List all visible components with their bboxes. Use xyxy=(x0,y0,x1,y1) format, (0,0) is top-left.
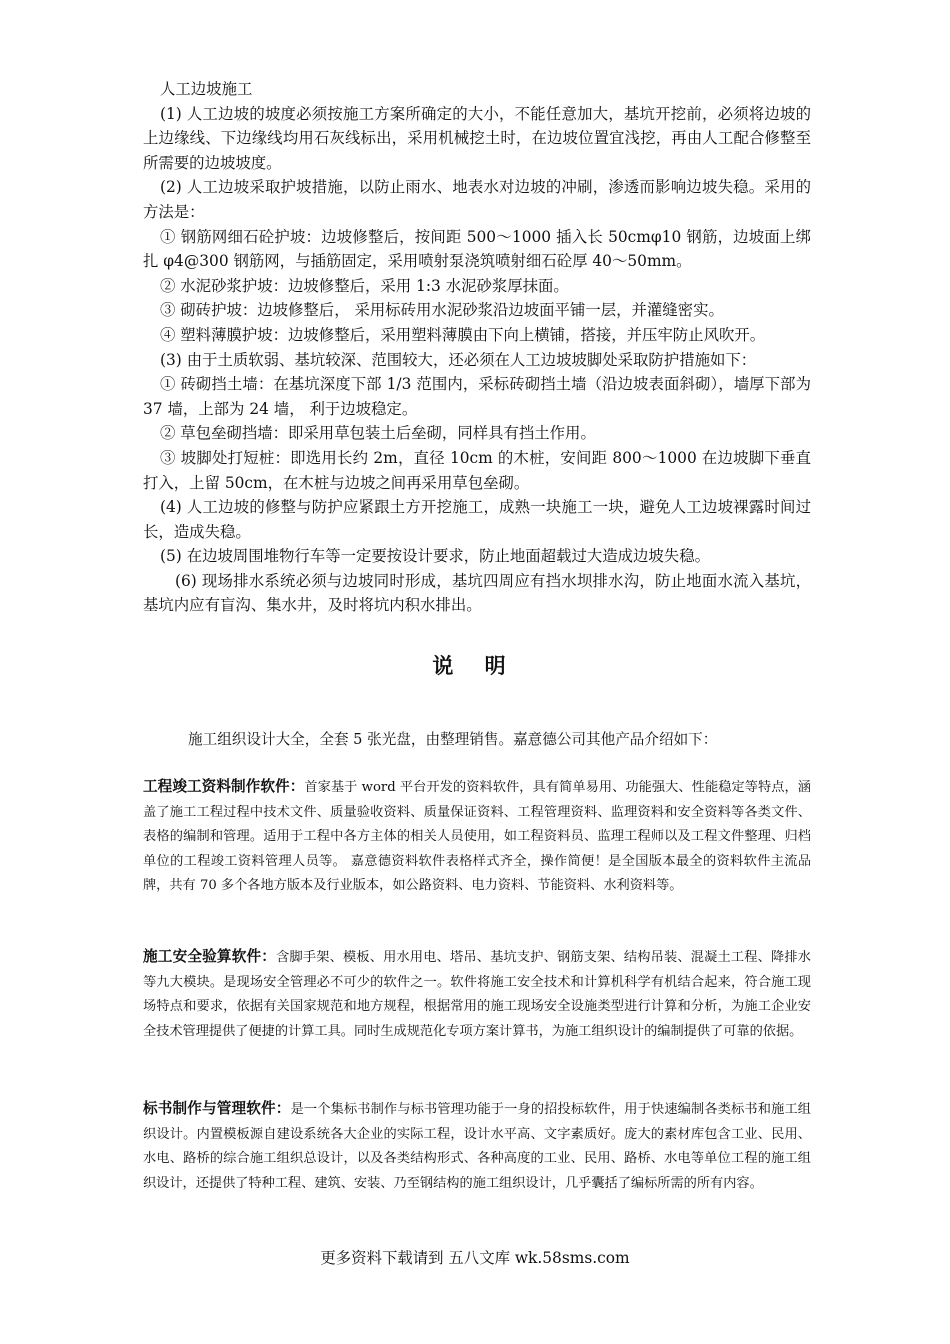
paragraph-4: (4) 人工边坡的修整与防护应紧跟土方开挖施工，成熟一块施工一块，避免人工边坡裸露时间过长，造成失稳。 xyxy=(143,498,811,541)
method-4: ④ 塑料薄膜护坡：边坡修整后，采用塑料薄膜由下向上横铺，搭接，并压牢防止风吹开。 xyxy=(160,325,766,344)
method-3: ③ 砌砖护坡：边坡修整后， 采用标砖用水泥砂浆沿边坡面平铺一层，并灌缝密实。 xyxy=(160,301,724,320)
paragraph-3: (3) 由于土质软弱、基坑较深、范围较大，还必须在人工边坡坡脚处采取防护措施如下： xyxy=(160,350,757,369)
product-name: 标书制作与管理软件： xyxy=(143,1100,291,1117)
product-safety-software xyxy=(143,945,811,1044)
product-description: 含脚手架、模板、用水用电、塔吊、基坑支护、钢筋支架、结构吊装、混凝土工程、降排水等九大模块。是现场安全管理必不可少的软件之一。软件将施工安全技术和计算机科学有机结合起来，符合施工现场特点和要求，依据有关国家规范和地方规程，根据常用的施工现场安全设施类型进行计算和分析，为施工企业安全技术管理提供了便捷的计算工具。同时生成规范化专项方案计算书，为施工组织设计的编制提供了可靠的依据。 xyxy=(143,950,811,1039)
paragraph-5: (5) 在边坡周围堆物行车等一定要按设计要求，防止地面超载过大造成边坡失稳。 xyxy=(160,547,710,566)
paragraph-6: (6) 现场排水系统必须与边坡同时形成，基坑四周应有挡水坝排水沟，防止地面水流入基坑，基坑内应有盲沟、集水井，及时将坑内积水排出。 xyxy=(143,571,811,615)
notice-intro: 施工组织设计大全，全套 5 张光盘，由整理销售。嘉意德公司其他产品介绍如下： xyxy=(188,731,718,748)
product-record-software xyxy=(143,775,811,899)
product-name: 施工安全验算软件： xyxy=(143,948,277,965)
notice-heading: 说 明 xyxy=(432,654,518,678)
paragraph-2: (2) 人工边坡采取护坡措施，以防止雨水、地表水对边坡的冲刷，渗透而影响边坡失稳。采用的方法是： xyxy=(143,178,811,221)
measure-1: ① 砖砌挡土墙：在基坑深度下部 1/3 范围内，采标砖砌挡土墙（沿边坡表面斜砌），墙厚下部为 37 墙，上部为 24 墙， 利于边坡稳定。 xyxy=(143,375,811,418)
method-2: ② 水泥砂浆护坡：边坡修整后，采用 1:3 水泥砂浆厚抹面。 xyxy=(160,276,569,295)
footer-link[interactable]: 更多资料下载请到 五八文库 wk.58sms.com xyxy=(320,1249,630,1267)
product-bidding-software xyxy=(143,1097,811,1196)
method-1: ① 钢筋网细石砼护坡：边坡修整后，按间距 500～1000 插入长 50cmφ10 钢筋，边坡面上绑扎 φ4@300 钢筋网，与插筋固定，采用喷射泵浇筑喷射细石砼厚 40～50mm。 xyxy=(143,227,811,271)
section-title: 人工边坡施工 xyxy=(160,80,253,98)
product-name: 工程竣工资料制作软件： xyxy=(143,778,305,795)
product-description: 首家基于 word 平台开发的资料软件，具有简单易用、功能强大、性能稳定等特点，涵盖了施工工程过程中技术文件、质量验收资料、质量保证资料、工程管理资料、监理资料和安全资料等各类文件、表格的编制和管理。适用于工程中各方主体的相关人员使用，如工程资料员、监理工程师以及工程文件整理、归档单位的工程竣工资料管理人员等。 嘉意德资料软件表格样式齐全，操作简便！是全国版本最全的资料软件主流品牌，共有 70 多个各地方版本及行业版本，如公路资料、电力资料、节能资料、水利资料等。 xyxy=(143,780,811,894)
measure-3: ③ 坡脚处打短桩：即选用长约 2m，直径 10cm 的木桩，安间距 800～1000 在边坡脚下垂直打入，上留 50cm，在木桩与边坡之间再采用草包垒砌。 xyxy=(143,448,811,492)
measure-2: ② 草包垒砌挡墙：即采用草包装土后垒砌，同样具有挡土作用。 xyxy=(160,424,596,443)
construction-section xyxy=(143,77,811,618)
product-description: 是一个集标书制作与标书管理功能于一身的招投标软件，用于快速编制各类标书和施工组织设计。内置模板源自建设系统各大企业的实际工程，设计水平高、文字素质好。庞大的素材库包含工业、民用、水电、路桥的综合施工组织总设计，以及各类结构形式、各种高度的工业、民用、路桥、水电等单位工程的施工组织设计，还提供了特种工程、建筑、安装、乃至钢结构的施工组织设计，几乎囊括了编标所需的所有内容。 xyxy=(143,1102,811,1191)
paragraph-1: (1) 人工边坡的坡度必须按施工方案所确定的大小，不能任意加大，基坑开挖前，必须将边坡的上边缘线、下边缘线均用石灰线标出，采用机械挖土时，在边坡位置宜浅挖，再由人工配合修整至所需要的边坡坡度。 xyxy=(143,104,811,172)
